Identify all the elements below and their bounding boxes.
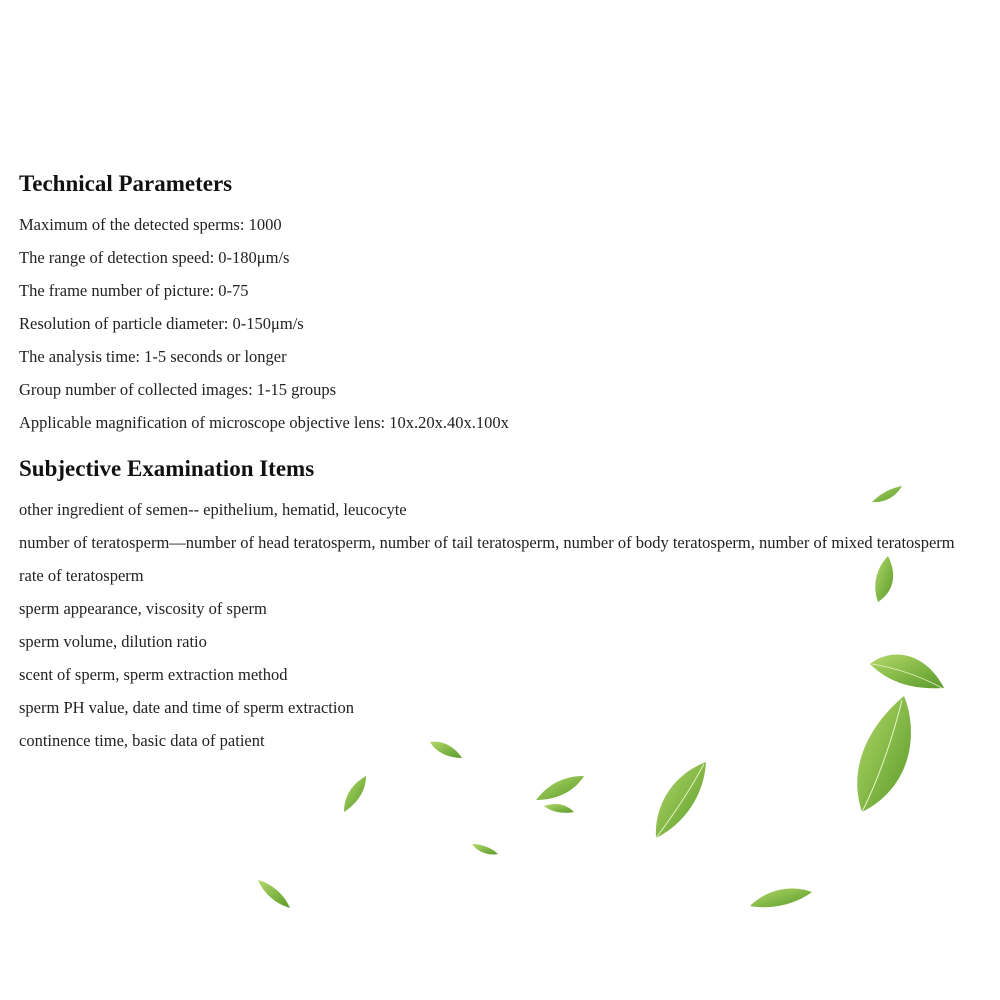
list-item: Group number of collected images: 1-15 groups bbox=[19, 380, 337, 399]
list-item: sperm PH value, date and time of sperm extraction bbox=[19, 698, 354, 717]
technical-parameters-list bbox=[19, 208, 979, 439]
leaf-icon bbox=[344, 776, 366, 812]
subjective-examination-section bbox=[19, 453, 979, 757]
spec-sheet bbox=[19, 168, 979, 757]
list-item: The range of detection speed: 0-180μm/s bbox=[19, 248, 290, 267]
list-item: The analysis time: 1-5 seconds or longer bbox=[19, 347, 287, 366]
list-item: Applicable magnification of microscope objective lens: 10x.20x.40x.100x bbox=[19, 413, 509, 432]
list-item: The frame number of picture: 0-75 bbox=[19, 281, 249, 300]
technical-parameters-section bbox=[19, 168, 979, 439]
list-item: Maximum of the detected sperms: 1000 bbox=[19, 215, 282, 234]
leaf-icon bbox=[258, 880, 290, 908]
list-item: number of teratosperm—number of head teratosperm, number of tail teratosperm, number of body teratosperm, number of mixed teratosperm bbox=[19, 533, 955, 552]
list-item: rate of teratosperm bbox=[19, 566, 144, 585]
list-item: sperm volume, dilution ratio bbox=[19, 632, 207, 651]
leaf-icon bbox=[656, 762, 706, 838]
leaf-icon bbox=[750, 888, 812, 907]
subjective-examination-list bbox=[19, 493, 979, 757]
leaf-icon bbox=[536, 776, 584, 800]
subjective-examination-heading: Subjective Examination Items bbox=[19, 456, 315, 481]
list-item: scent of sperm, sperm extraction method bbox=[19, 665, 288, 684]
list-item: sperm appearance, viscosity of sperm bbox=[19, 599, 267, 618]
leaf-icon bbox=[544, 804, 574, 813]
list-item: continence time, basic data of patient bbox=[19, 731, 265, 750]
leaf-icon bbox=[472, 844, 498, 855]
list-item: Resolution of particle diameter: 0-150μm/s bbox=[19, 314, 304, 333]
list-item: other ingredient of semen-- epithelium, hematid, leucocyte bbox=[19, 500, 407, 519]
technical-parameters-heading: Technical Parameters bbox=[19, 171, 233, 196]
